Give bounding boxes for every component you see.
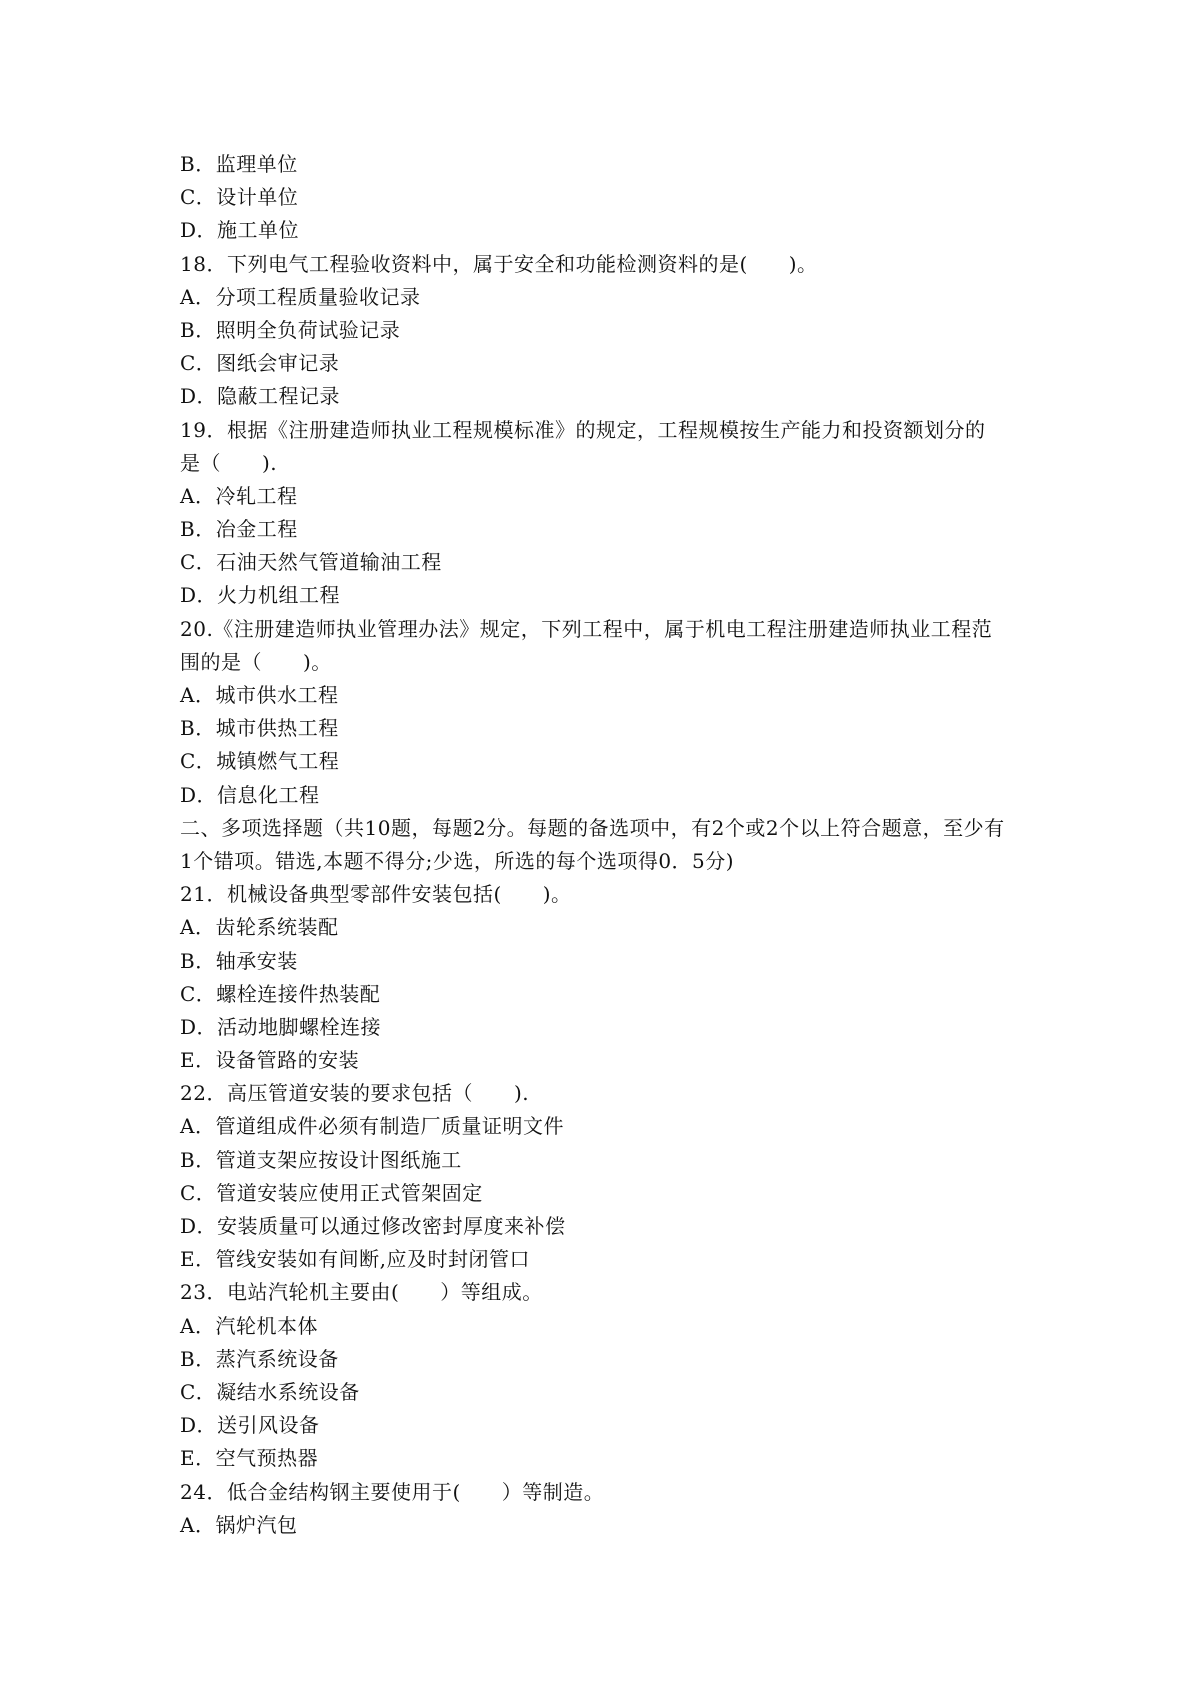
- option-d-line: D．信息化工程: [180, 782, 320, 807]
- option-a-line: A．锅炉汽包: [180, 1512, 298, 1537]
- question-23: 23．电站汽轮机主要由( ）等组成。: [180, 1280, 543, 1305]
- option-b-line: B．轴承安装: [180, 948, 298, 973]
- question-19: 19．根据《注册建造师执业工程规模标准》的规定，工程规模按生产能力和投资额划分的: [180, 417, 986, 442]
- option-a-line: A．分项工程质量验收记录: [180, 284, 421, 309]
- option-c-line: C．凝结水系统设备: [180, 1379, 360, 1404]
- question-20-continued: 围的是（ )。: [180, 649, 332, 674]
- option-b-line: B．蒸汽系统设备: [180, 1346, 339, 1371]
- question-20: 20.《注册建造师执业管理办法》规定，下列工程中，属于机电工程注册建造师执业工程范: [180, 616, 993, 641]
- question-21: 21．机械设备典型零部件安装包括( )。: [180, 882, 572, 907]
- option-d-line: D．送引风设备: [180, 1413, 320, 1438]
- option-e-line: E．设备管路的安装: [180, 1048, 360, 1073]
- option-b-line: B．照明全负荷试验记录: [180, 317, 401, 342]
- question-22: 22．高压管道安装的要求包括（ ).: [180, 1081, 530, 1106]
- option-a-line: A．管道组成件必须有制造厂质量证明文件: [180, 1114, 564, 1139]
- question-19-continued: 是（ ).: [180, 450, 278, 475]
- option-a-line: A．冷轧工程: [180, 483, 298, 508]
- option-d-line: D．活动地脚螺栓连接: [180, 1014, 382, 1039]
- section-heading-continued: 1个错项。错选,本题不得分;少选，所选的每个选项得0．5分): [180, 848, 735, 873]
- option-c-line: C．管道安装应使用正式管架固定: [180, 1180, 483, 1205]
- option-a-line: A．城市供水工程: [180, 683, 339, 707]
- option-c-line: C．设计单位: [180, 185, 299, 210]
- option-b-line: B．城市供热工程: [180, 716, 339, 741]
- option-a-line: A．齿轮系统装配: [180, 915, 339, 940]
- option-c-line: C．石油天然气管道输油工程: [180, 550, 442, 575]
- option-c-line: C．城镇燃气工程: [180, 749, 340, 774]
- question-18: 18．下列电气工程验收资料中，属于安全和功能检测资料的是( )。: [180, 251, 818, 276]
- option-d-line: D．安装质量可以通过修改密封厚度来补偿: [180, 1214, 566, 1238]
- option-d-line: D．火力机组工程: [180, 583, 341, 608]
- section-heading-multiple-choice: 二、多项选择题（共10题，每题2分。每题的备选项中，有2个或2个以上符合题意，至少有: [180, 815, 1005, 840]
- option-a-line: A．汽轮机本体: [180, 1313, 318, 1338]
- option-e-line: E．管线安装如有间断,应及时封闭管口: [180, 1247, 530, 1272]
- option-d-line: D．施工单位: [180, 218, 300, 243]
- question-24: 24．低合金结构钢主要使用于( ）等制造。: [180, 1479, 605, 1504]
- option-b-line: B．管道支架应按设计图纸施工: [180, 1147, 462, 1172]
- option-d-line: D．隐蔽工程记录: [180, 384, 341, 409]
- option-c-line: C．螺栓连接件热装配: [180, 981, 381, 1006]
- option-c-line: C．图纸会审记录: [180, 351, 340, 376]
- option-e-line: E．空气预热器: [180, 1446, 319, 1471]
- option-b-line: B．监理单位: [180, 152, 298, 176]
- option-b-line: B．冶金工程: [180, 517, 298, 542]
- document-body: [180, 148, 1010, 1542]
